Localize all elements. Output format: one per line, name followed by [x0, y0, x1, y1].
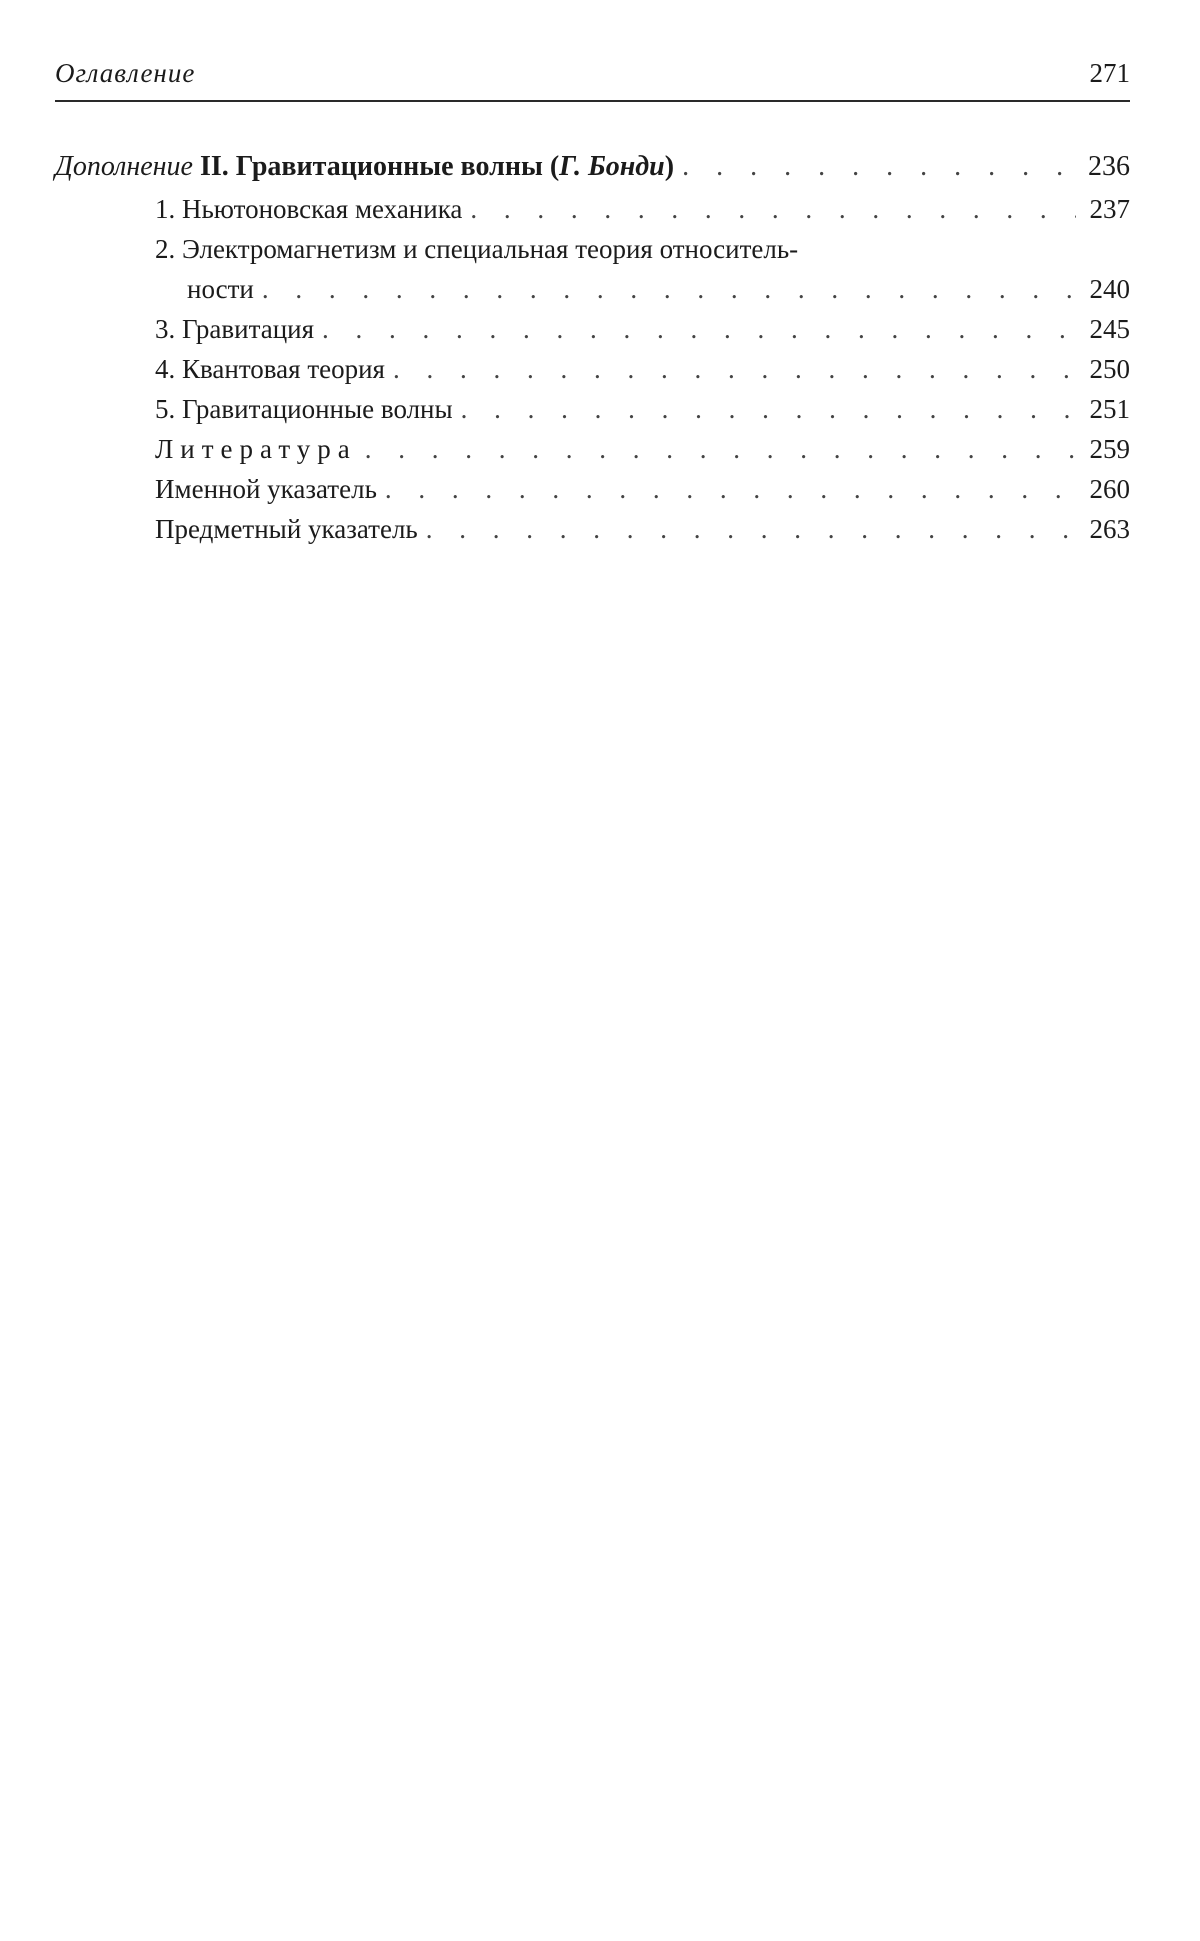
- toc-entry-title: [55, 145, 674, 189]
- dot-leader: [426, 509, 1076, 549]
- toc-entry-title: Литература: [155, 434, 357, 464]
- appendix-number: II.: [199, 151, 229, 182]
- running-head-page-number: 271: [1089, 58, 1130, 88]
- dot-leader: [393, 349, 1076, 389]
- toc-entry-title: 2. Электромагнетизм и специальная теория относитель-: [155, 234, 799, 264]
- toc-entry-title: 1. Ньютоновская механика: [155, 194, 463, 224]
- toc-entry-page: 251: [1089, 394, 1130, 424]
- dot-leader: [682, 145, 1076, 189]
- dot-leader: [385, 469, 1076, 509]
- toc-entry-title: Именной указатель: [155, 474, 377, 504]
- toc-entry-page: 240: [1089, 274, 1130, 304]
- toc-entry-title: Предметный указатель: [155, 514, 418, 544]
- toc-entry-page: 237: [1089, 194, 1130, 224]
- toc-entry: [55, 189, 1130, 229]
- toc-entry-appendix-ii: [55, 145, 1130, 189]
- toc-entry-title-continuation: ности: [187, 274, 254, 304]
- toc-entry: [55, 229, 1130, 269]
- toc-entry: [55, 469, 1130, 509]
- toc-entry-page: 263: [1089, 514, 1130, 544]
- dot-leader: [322, 309, 1076, 349]
- dot-leader: [470, 189, 1076, 229]
- dot-leader: [262, 269, 1076, 309]
- toc-entry-page: 259: [1089, 434, 1130, 464]
- running-head: [55, 58, 1130, 98]
- table-of-contents: [55, 145, 1130, 549]
- appendix-prefix: Дополнение: [55, 151, 193, 182]
- toc-entry: [55, 349, 1130, 389]
- toc-entry-page: 250: [1089, 354, 1130, 384]
- toc-entry: [55, 389, 1130, 429]
- running-head-title: Оглавление: [55, 58, 196, 88]
- toc-entry-page: 260: [1089, 474, 1130, 504]
- toc-entry-page: 236: [1088, 151, 1130, 182]
- toc-entry-title: 5. Гравитационные волны: [155, 394, 453, 424]
- toc-entry-title: 3. Гравитация: [155, 314, 315, 344]
- toc-entry-title: 4. Квантовая теория: [155, 354, 385, 384]
- toc-entry: [55, 429, 1130, 469]
- toc-entry-page: 245: [1089, 314, 1130, 344]
- appendix-close-paren: ): [664, 151, 675, 182]
- toc-entry: [55, 309, 1130, 349]
- appendix-author: Г. Бонди: [559, 151, 665, 182]
- toc-entry-continuation: [55, 269, 1130, 309]
- dot-leader: [461, 389, 1076, 429]
- appendix-title: Гравитационные волны (: [235, 151, 560, 182]
- head-rule: [55, 100, 1130, 102]
- toc-entry: [55, 509, 1130, 549]
- dot-leader: [365, 429, 1076, 469]
